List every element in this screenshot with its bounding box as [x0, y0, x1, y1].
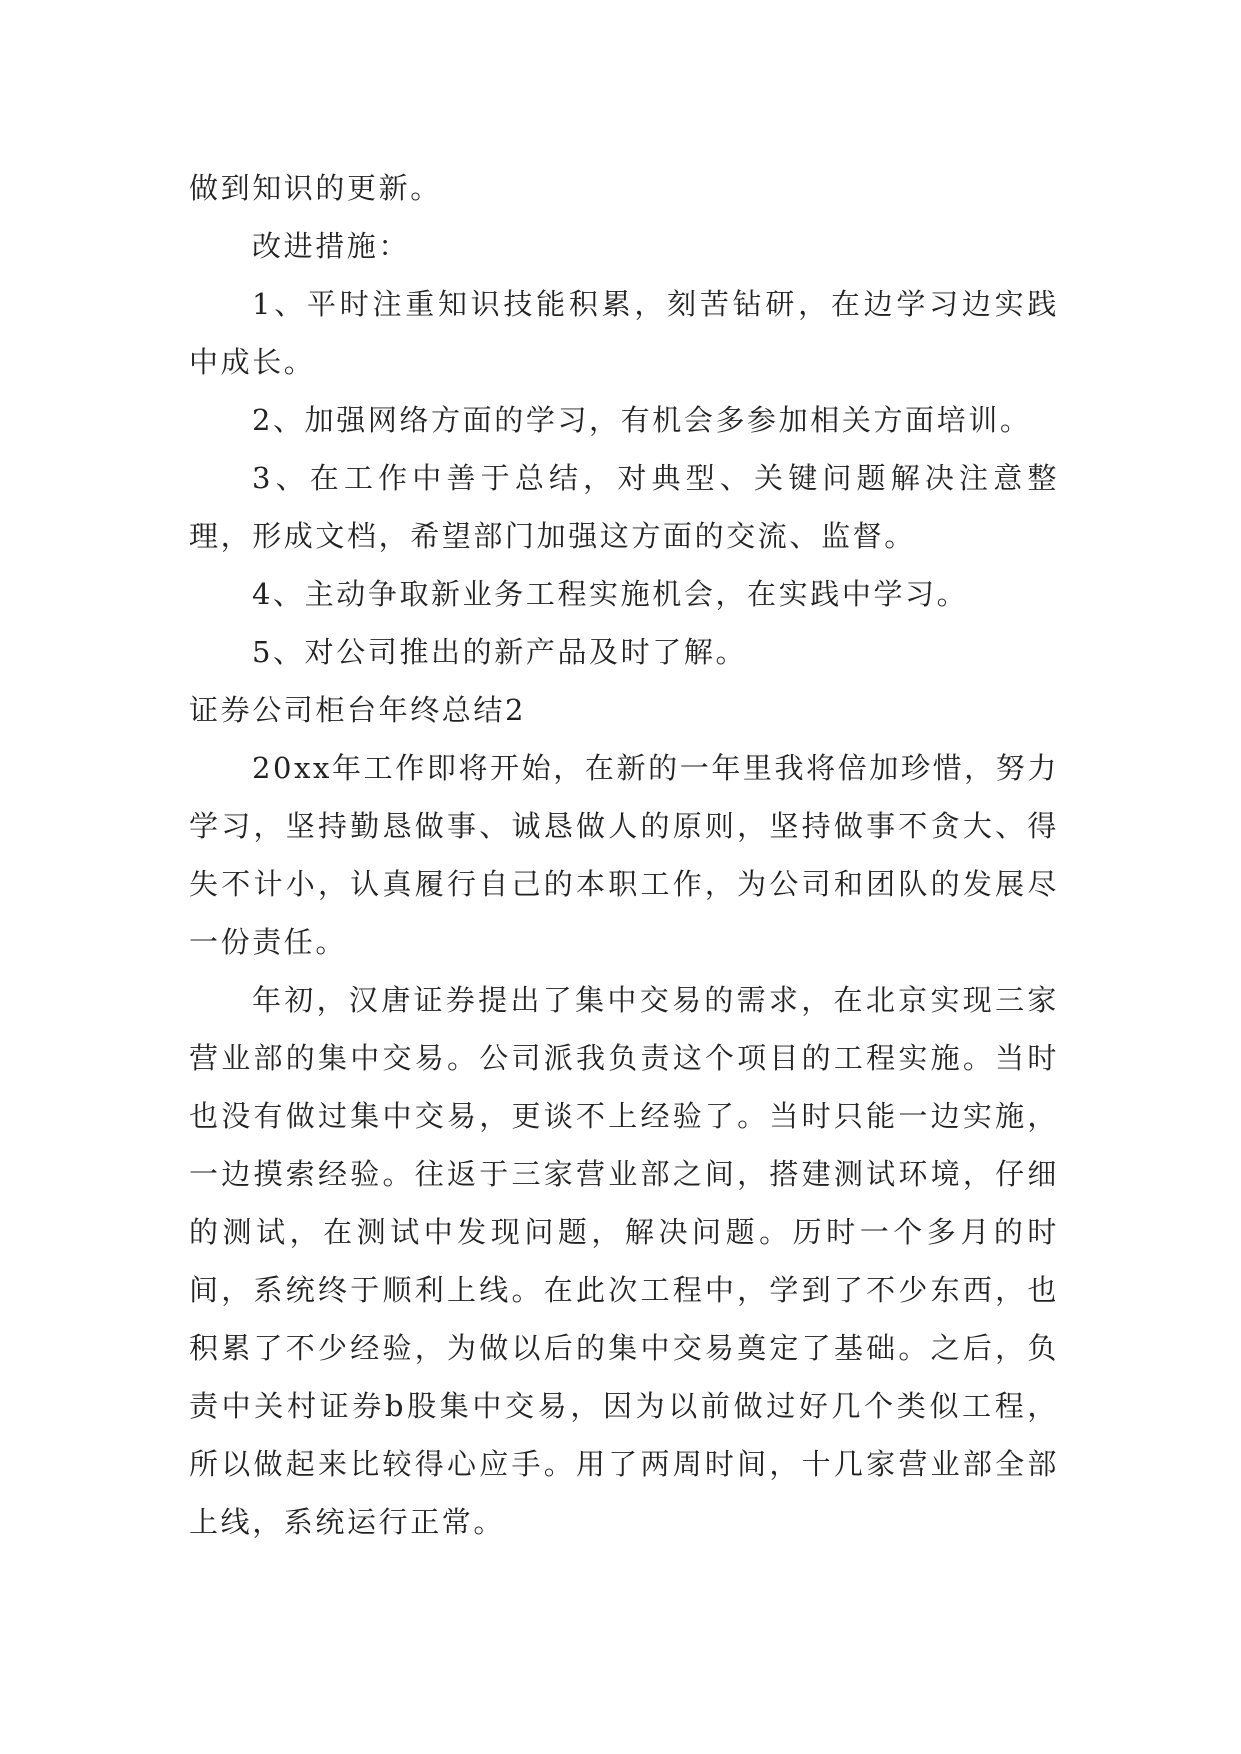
paragraph-measure-1: 1、平时注重知识技能积累，刻苦钻研，在边学习边实践中成长。	[189, 287, 1059, 379]
paragraph-section-intro: 20xx年工作即将开始，在新的一年里我将倍加珍惜，努力学习，坚持勤恳做事、诚恳做人的原则，坚持做事不贪大、得失不计小，认真履行自己的本职工作，为公司和团队的发展尽一份责任。	[189, 751, 1059, 959]
section-title: 证券公司柜台年终总结2	[189, 693, 527, 727]
paragraph-measure-2: 2、加强网络方面的学习，有机会多参加相关方面培训。	[252, 403, 1032, 437]
paragraph-section-body: 年初，汉唐证券提出了集中交易的需求，在北京实现三家营业部的集中交易。公司派我负责这个项目的工程实施。当时也没有做过集中交易，更谈不上经验了。当时只能一边实施，一边摸索经验。往返于三家营业部之间，搭建测试环境，仔细的测试，在测试中发现问题，解决问题。历时一个多月的时间，系统终于顺利上线。在此次工程中，学到了不少东西，也积累了不少经验，为做以后的集中交易奠定了基础。之后，负责中关村证券b股集中交易，因为以前做过好几个类似工程，所以做起来比较得心应手。用了两周时间，十几家营业部全部上线，系统运行正常。	[189, 983, 1059, 1539]
paragraph-measure-4: 4、主动争取新业务工程实施机会，在实践中学习。	[252, 577, 969, 611]
paragraph-measure-3: 3、在工作中善于总结，对典型、关键问题解决注意整理，形成文档，希望部门加强这方面的交流、监督。	[189, 461, 1059, 553]
paragraph-measure-5: 5、对公司推出的新产品及时了解。	[252, 635, 748, 669]
paragraph-continuation: 做到知识的更新。	[189, 171, 442, 205]
paragraph-improvement-heading: 改进措施：	[252, 229, 411, 263]
document-body	[189, 159, 1059, 1551]
